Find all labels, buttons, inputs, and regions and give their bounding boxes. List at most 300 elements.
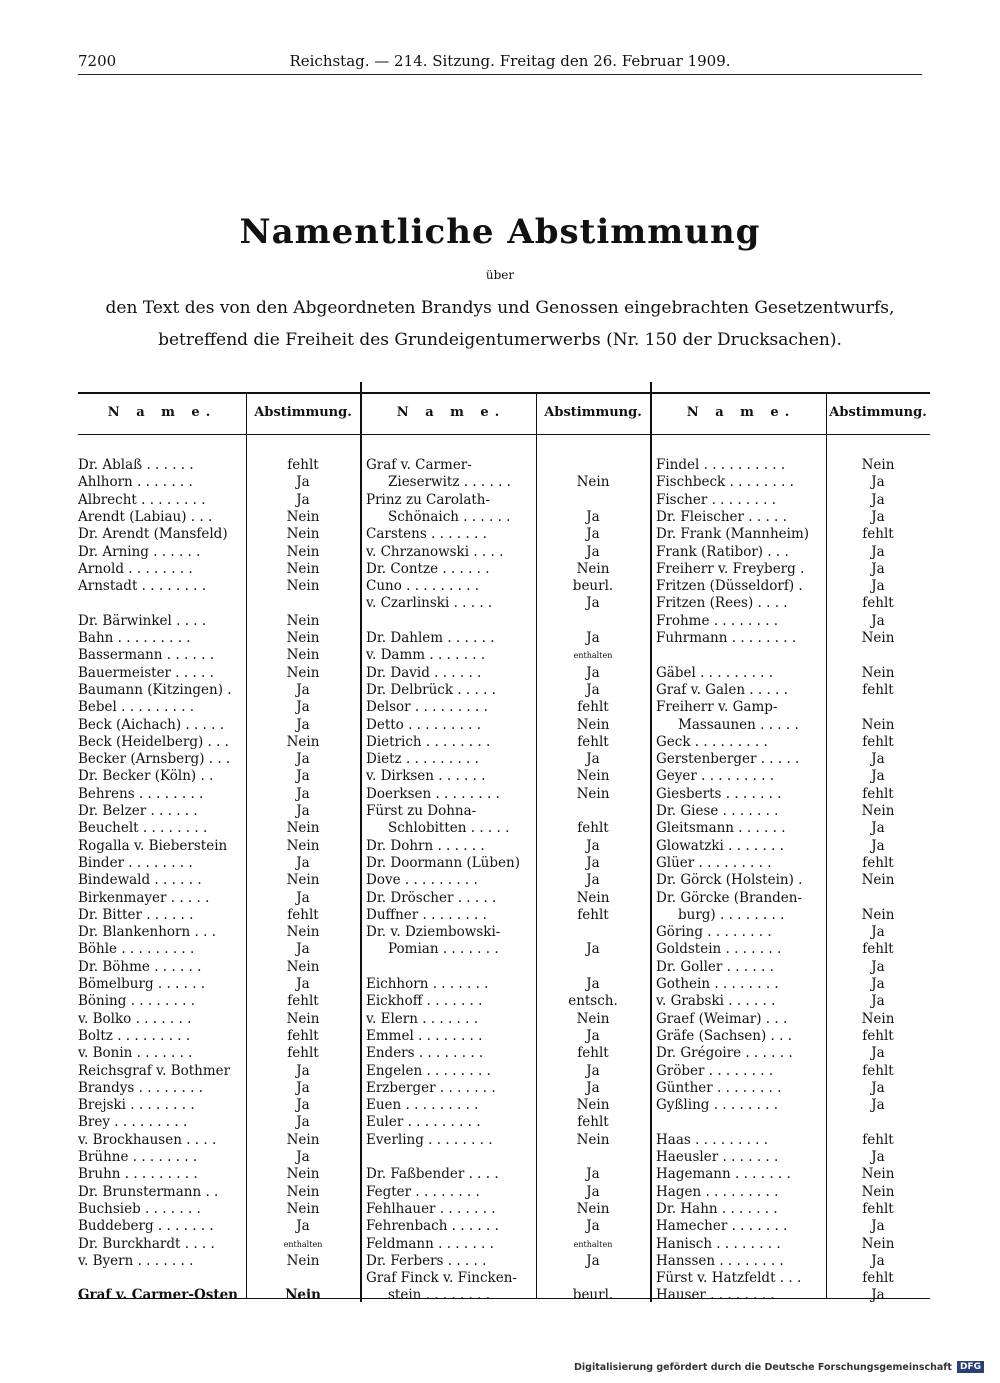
table-row (78, 1149, 360, 1166)
table-row (366, 699, 650, 716)
vote-value: fehlt (287, 457, 319, 473)
table-row (366, 1184, 650, 1201)
deputy-name: Freiherr v. Freyberg . (656, 560, 805, 577)
vote-value: Nein (861, 906, 895, 923)
vote-value: Ja (296, 1062, 310, 1079)
vote-value: Nein (286, 1131, 320, 1148)
vote-value: Ja (871, 1218, 885, 1235)
deputy-name: Boltz . . . . . . . . . (78, 1027, 191, 1044)
deputy-name: Brey . . . . . . . . . (78, 1114, 188, 1131)
table-row (656, 492, 930, 509)
vote-value: Ja (586, 543, 600, 560)
vote-value: Ja (296, 854, 310, 871)
vote-value: Ja (871, 1252, 885, 1269)
deputy-name: Engelen . . . . . . . . (366, 1062, 491, 1079)
vote-column-header: Abstimmung. (544, 405, 642, 420)
deputy-name: Haas . . . . . . . . . (656, 1131, 769, 1148)
deputy-name: Bindewald . . . . . . (78, 872, 202, 889)
vote-value: entsch. (568, 993, 618, 1010)
vote-value: Nein (286, 1183, 320, 1200)
vote-value: Nein (286, 1166, 320, 1183)
header-rule (78, 74, 922, 75)
table-row (78, 1184, 360, 1201)
vote-value: Nein (861, 1166, 895, 1183)
table-row (78, 1114, 360, 1131)
name-column-header: N a m e. (107, 405, 217, 420)
dfg-logo: DFG (957, 1361, 984, 1373)
vote-value: fehlt (577, 1114, 609, 1131)
deputy-name: Findel . . . . . . . . . . (656, 457, 786, 473)
table-row (656, 665, 930, 682)
vote-value: Nein (861, 1010, 895, 1027)
vote-value: fehlt (577, 699, 609, 716)
table-row (78, 1287, 360, 1304)
vote-value: Ja (871, 560, 885, 577)
vote-value: Ja (296, 1218, 310, 1235)
deputy-name: Fritzen (Rees) . . . . (656, 595, 788, 612)
table-row (78, 665, 360, 682)
deputy-name: Graf v. Carmer- (366, 457, 472, 473)
table-row (656, 1201, 930, 1218)
vote-value: Ja (871, 612, 885, 629)
table-row (78, 457, 360, 474)
table-row (78, 1097, 360, 1114)
vote-value: Nein (286, 1200, 320, 1217)
vote-value: enthalten (283, 1239, 323, 1249)
table-row (78, 1132, 360, 1149)
deputy-name: Erzberger . . . . . . . (366, 1079, 496, 1096)
table-row (78, 492, 360, 509)
deputy-name: Dr. Contze . . . . . . (366, 560, 490, 577)
deputy-name: Binder . . . . . . . . (78, 854, 193, 871)
table-row (366, 768, 650, 785)
deputy-name: Bebel . . . . . . . . . (78, 699, 195, 716)
vote-value: Ja (296, 976, 310, 992)
vote-value: Ja (586, 508, 600, 525)
deputy-name: Dr. v. Dziembowski- (366, 924, 501, 941)
deputy-name: Dr. Delbrück . . . . . (366, 681, 496, 698)
table-row (366, 1011, 650, 1028)
table-row (656, 1166, 930, 1183)
table-row (656, 526, 930, 543)
table-row (78, 768, 360, 785)
deputy-name: Dr. Dahlem . . . . . . (366, 630, 495, 646)
deputy-name: Behrens . . . . . . . . (78, 785, 204, 802)
table-row (78, 647, 360, 664)
table-row (78, 595, 360, 612)
vote-value: Ja (871, 820, 885, 837)
deputy-name: Fischbeck . . . . . . . . (656, 474, 794, 491)
vote-value: Ja (296, 1114, 310, 1131)
deputy-name: Birkenmayer . . . . . (78, 889, 210, 906)
name-column-header: N a m e. (686, 405, 796, 420)
table-row (366, 1028, 650, 1045)
vote-value: Ja (871, 837, 885, 854)
deputy-name: Eickhoff . . . . . . . (366, 993, 483, 1010)
table-row (656, 1132, 930, 1149)
vote-value: Nein (576, 889, 610, 906)
table-row (366, 786, 650, 803)
table-row (656, 838, 930, 855)
deputy-name: Delsor . . . . . . . . . (366, 699, 488, 716)
deputy-name: Günther . . . . . . . . (656, 1079, 782, 1096)
table-row (366, 1114, 650, 1131)
table-row (366, 1201, 650, 1218)
deputy-name: v. Damm . . . . . . . (366, 647, 486, 664)
table-row (366, 924, 650, 941)
table-row (78, 717, 360, 734)
table-row (656, 820, 930, 837)
vote-value: Nein (285, 1287, 321, 1304)
deputy-name: Cuno . . . . . . . . . (366, 578, 480, 595)
deputy-name: Dr. Brunstermann . . (78, 1183, 219, 1200)
vote-value: Nein (286, 578, 320, 595)
table-row (366, 474, 650, 491)
deputy-name: Dr. Burckhardt . . . . (78, 1235, 215, 1252)
vote-value: Nein (286, 1252, 320, 1269)
table-row (656, 941, 930, 958)
deputy-name: Becker (Arnsberg) . . . (78, 751, 231, 768)
vote-value: Ja (586, 837, 600, 854)
vote-value: fehlt (862, 941, 894, 958)
deputy-name: Dr. Doormann (Lüben) (366, 854, 520, 871)
table-row (656, 1184, 930, 1201)
deputy-name: Hagen . . . . . . . . . (656, 1183, 779, 1200)
page-header (78, 48, 922, 74)
table-row (366, 1253, 650, 1270)
document-title: Namentliche Abstimmung (239, 212, 761, 252)
vote-value: Ja (586, 1252, 600, 1269)
document-subtitle-line-1: den Text des von den Abgeordneten Brandys und Genossen eingebrachten Gesetzentwurfs, (105, 298, 895, 318)
deputy-name: Reichsgraf v. Bothmer (78, 1062, 231, 1079)
deputy-name: Beuchelt . . . . . . . . (78, 820, 208, 837)
deputy-name: Dr. Fleischer . . . . . (656, 508, 787, 525)
deputy-name: Beck (Aichach) . . . . . (78, 716, 225, 733)
deputy-name: Dr. Faßbender . . . . (366, 1166, 499, 1183)
vote-value: Ja (296, 716, 310, 733)
table-row (78, 630, 360, 647)
vote-value: fehlt (577, 1045, 609, 1062)
deputy-name: Brejski . . . . . . . . (78, 1097, 195, 1114)
deputy-name: Hagemann . . . . . . . (656, 1166, 791, 1183)
deputy-name: Buddeberg . . . . . . . (78, 1218, 214, 1235)
table-row (656, 855, 930, 872)
table-row (366, 561, 650, 578)
digitization-note: Digitalisierung gefördert durch die Deutsche Forschungsgemeinschaft (574, 1361, 952, 1373)
deputy-name: stein . . . . . . . . (388, 1287, 491, 1304)
table-row (656, 924, 930, 941)
table-row (366, 734, 650, 751)
table-row (366, 872, 650, 889)
table-row (78, 890, 360, 907)
vote-value: Ja (296, 699, 310, 716)
table-row (366, 1270, 650, 1287)
deputy-name: Arnstadt . . . . . . . . (78, 578, 207, 595)
deputy-name: Dr. Hahn . . . . . . . (656, 1200, 778, 1217)
table-row (656, 1218, 930, 1235)
table-row (656, 907, 930, 924)
column-separator (650, 382, 652, 1302)
deputy-name: Fürst v. Hatzfeldt . . . (656, 1270, 802, 1287)
table-row (656, 544, 930, 561)
vote-value: Nein (576, 474, 610, 491)
table-row (78, 1201, 360, 1218)
deputy-name: Gröber . . . . . . . . (656, 1062, 774, 1079)
vote-value: Nein (286, 733, 320, 750)
deputy-name: Gyßling . . . . . . . . (656, 1097, 779, 1114)
deputy-name: v. Byern . . . . . . . (78, 1252, 194, 1269)
vote-value: Ja (871, 1045, 885, 1062)
vote-value: fehlt (287, 1045, 319, 1062)
deputy-name: Dr. Dröscher . . . . . (366, 889, 497, 906)
vote-value: fehlt (862, 1270, 894, 1287)
vote-value: Ja (871, 768, 885, 785)
deputy-name: v. Czarlinski . . . . . (366, 595, 493, 612)
vote-value: Ja (586, 595, 600, 612)
deputy-name: Dr. Blankenhorn . . . (78, 924, 216, 941)
deputy-name: Brühne . . . . . . . . (78, 1149, 198, 1165)
vote-value: Nein (861, 872, 895, 889)
name-column-header: N a m e. (396, 405, 506, 420)
table-row (656, 699, 930, 716)
vote-value: Ja (296, 941, 310, 958)
deputy-name: Geck . . . . . . . . . (656, 733, 768, 750)
document-ueber: über (485, 268, 515, 282)
table-row (656, 717, 930, 734)
table-row (366, 890, 650, 907)
deputy-name: Dr. Bärwinkel . . . . (78, 612, 207, 629)
table-row (366, 941, 650, 958)
vote-value: fehlt (577, 733, 609, 750)
vote-value: Ja (871, 1287, 885, 1304)
deputy-name: burg) . . . . . . . . (678, 906, 785, 923)
table-row (366, 544, 650, 561)
deputy-name: Arnold . . . . . . . . (78, 560, 193, 577)
table-row (78, 1166, 360, 1183)
vote-value: fehlt (862, 1131, 894, 1148)
deputy-name: Euler . . . . . . . . . (366, 1114, 481, 1131)
table-row (656, 1253, 930, 1270)
deputy-name: Dr. Görck (Holstein) . (656, 872, 803, 889)
table-row (366, 1166, 650, 1183)
deputy-name: Dr. Grégoire . . . . . . (656, 1045, 793, 1062)
vote-value: Nein (576, 1010, 610, 1027)
table-row (366, 492, 650, 509)
deputy-name: v. Grabski . . . . . . (656, 993, 776, 1010)
vote-value: Ja (871, 1079, 885, 1096)
vote-value: Nein (576, 716, 610, 733)
vote-value: fehlt (862, 733, 894, 750)
vote-value: Nein (861, 457, 895, 473)
vote-value: fehlt (287, 1027, 319, 1044)
table-row (366, 959, 650, 976)
table-row (78, 578, 360, 595)
vote-value: Nein (286, 526, 320, 543)
vote-value: Ja (871, 751, 885, 768)
digitization-footer (574, 1361, 984, 1373)
table-row (78, 1011, 360, 1028)
vote-value: Ja (296, 1079, 310, 1096)
deputy-name: Bahn . . . . . . . . . (78, 630, 191, 646)
vote-value: Nein (286, 612, 320, 629)
table-row (656, 1149, 930, 1166)
table-row (656, 647, 930, 664)
table-row (366, 1063, 650, 1080)
vote-value: fehlt (862, 1200, 894, 1217)
deputy-name: Graf v. Galen . . . . . (656, 681, 788, 698)
table-header-rule (78, 434, 930, 435)
table-row (78, 786, 360, 803)
page-number: 7200 (78, 52, 117, 70)
vote-value: Ja (296, 474, 310, 491)
table-row (366, 803, 650, 820)
deputy-name: Dietz . . . . . . . . . (366, 751, 479, 768)
deputy-name: Fehrenbach . . . . . . (366, 1218, 499, 1235)
table-row (656, 1011, 930, 1028)
table-row (366, 820, 650, 837)
table-row (656, 682, 930, 699)
vote-value: Ja (586, 1183, 600, 1200)
table-row (656, 890, 930, 907)
table-row (656, 509, 930, 526)
deputy-name: Göring . . . . . . . . (656, 924, 772, 941)
vote-value: fehlt (862, 854, 894, 871)
table-row (656, 595, 930, 612)
deputy-name: Pomian . . . . . . . (388, 941, 499, 958)
deputy-name: Eichhorn . . . . . . . (366, 976, 489, 992)
vote-value: Nein (861, 664, 895, 681)
deputy-name: Dr. Ablaß . . . . . . (78, 457, 194, 473)
deputy-name: v. Brockhausen . . . . (78, 1131, 217, 1148)
vote-value: Nein (286, 958, 320, 975)
deputy-name: Dr. Belzer . . . . . . (78, 803, 198, 819)
vote-value: Nein (286, 924, 320, 941)
vote-value: Ja (586, 1218, 600, 1235)
deputy-name: Bassermann . . . . . . (78, 647, 215, 664)
table-row (366, 1045, 650, 1062)
table-row (656, 959, 930, 976)
deputy-name: Hamecher . . . . . . . (656, 1218, 788, 1235)
deputy-name: Zieserwitz . . . . . . (388, 474, 511, 491)
deputy-name: Fegter . . . . . . . . (366, 1183, 480, 1200)
deputy-name: Everling . . . . . . . . (366, 1131, 493, 1148)
table-row (366, 595, 650, 612)
vote-value: Nein (576, 768, 610, 785)
deputy-name: Böning . . . . . . . . (78, 993, 196, 1010)
vote-value: fehlt (862, 595, 894, 612)
deputy-name: v. Bonin . . . . . . . (78, 1045, 193, 1062)
table-row (78, 976, 360, 993)
table-row (366, 993, 650, 1010)
vote-value: Nein (286, 820, 320, 837)
table-row (366, 1097, 650, 1114)
vote-value: fehlt (577, 906, 609, 923)
deputy-name: Dietrich . . . . . . . . (366, 733, 491, 750)
table-row (78, 820, 360, 837)
deputy-name: Goldstein . . . . . . . (656, 941, 782, 958)
table-row (656, 457, 930, 474)
deputy-name: Schlobitten . . . . . (388, 820, 510, 837)
vote-value: fehlt (287, 906, 319, 923)
deputy-name: Dr. Giese . . . . . . . (656, 803, 779, 819)
vote-value: Ja (586, 976, 600, 992)
deputy-name: Fritzen (Düsseldorf) . (656, 578, 803, 595)
table-row (366, 509, 650, 526)
deputy-name: Hauser . . . . . . . . (656, 1287, 775, 1304)
table-row (78, 544, 360, 561)
deputy-name: Doerksen . . . . . . . . (366, 785, 500, 802)
vote-column-header: Abstimmung. (254, 405, 352, 420)
deputy-name: Brandys . . . . . . . . (78, 1079, 203, 1096)
vote-value: Ja (296, 1149, 310, 1165)
deputy-name: Graf v. Carmer-Osten (78, 1287, 238, 1304)
deputy-name: Feldmann . . . . . . . (366, 1235, 494, 1252)
table-row (78, 907, 360, 924)
deputy-name: v. Bolko . . . . . . . (78, 1010, 192, 1027)
table-row (656, 1287, 930, 1304)
vote-value: Nein (576, 1200, 610, 1217)
vote-value: Ja (586, 1027, 600, 1044)
deputy-name: Carstens . . . . . . . (366, 526, 487, 543)
deputy-name: Gäbel . . . . . . . . . (656, 664, 774, 681)
deputy-name: Buchsieb . . . . . . . (78, 1200, 201, 1217)
deputy-name: Fehlhauer . . . . . . . (366, 1200, 496, 1217)
vote-value: Ja (871, 1149, 885, 1165)
vote-value: Nein (286, 837, 320, 854)
vote-value: Ja (296, 768, 310, 785)
table-row (656, 1270, 930, 1287)
vote-value: Nein (861, 1235, 895, 1252)
table-row (78, 1080, 360, 1097)
deputy-name: Hanssen . . . . . . . . (656, 1252, 784, 1269)
vote-column-header: Abstimmung. (829, 405, 927, 420)
table-row (366, 630, 650, 647)
table-row (656, 1114, 930, 1131)
table-row (656, 1080, 930, 1097)
deputy-name: Albrecht . . . . . . . . (78, 491, 206, 508)
vote-value: fehlt (287, 993, 319, 1010)
deputy-name: Arendt (Labiau) . . . (78, 508, 213, 525)
vote-value: fehlt (577, 820, 609, 837)
deputy-name: Massaunen . . . . . (678, 716, 799, 733)
table-row (78, 509, 360, 526)
vote-value: Ja (296, 751, 310, 768)
table-row (366, 907, 650, 924)
deputy-name: Fuhrmann . . . . . . . . (656, 630, 797, 646)
table-row (366, 1149, 650, 1166)
deputy-name: Fischer . . . . . . . . (656, 491, 776, 508)
table-row (656, 803, 930, 820)
vote-value: Nein (861, 803, 895, 819)
deputy-name: Dr. Arning . . . . . . (78, 543, 201, 560)
deputy-name: Haeusler . . . . . . . (656, 1149, 779, 1165)
deputy-name: Beck (Heidelberg) . . . (78, 733, 229, 750)
table-row (656, 1063, 930, 1080)
vote-value: Ja (586, 1062, 600, 1079)
deputy-name: Giesberts . . . . . . . (656, 785, 782, 802)
vote-value: Ja (871, 976, 885, 992)
column-separator (360, 382, 362, 1302)
deputy-name: Dove . . . . . . . . . (366, 872, 478, 889)
table-row (78, 1045, 360, 1062)
deputy-name: Graf Finck v. Fincken- (366, 1270, 517, 1287)
deputy-name: Ahlhorn . . . . . . . (78, 474, 193, 491)
vote-value: Ja (871, 491, 885, 508)
deputy-name: Gräfe (Sachsen) . . . (656, 1027, 793, 1044)
table-row (656, 613, 930, 630)
deputy-name: Dr. Dohrn . . . . . . (366, 837, 485, 854)
deputy-name: v. Elern . . . . . . . (366, 1010, 478, 1027)
